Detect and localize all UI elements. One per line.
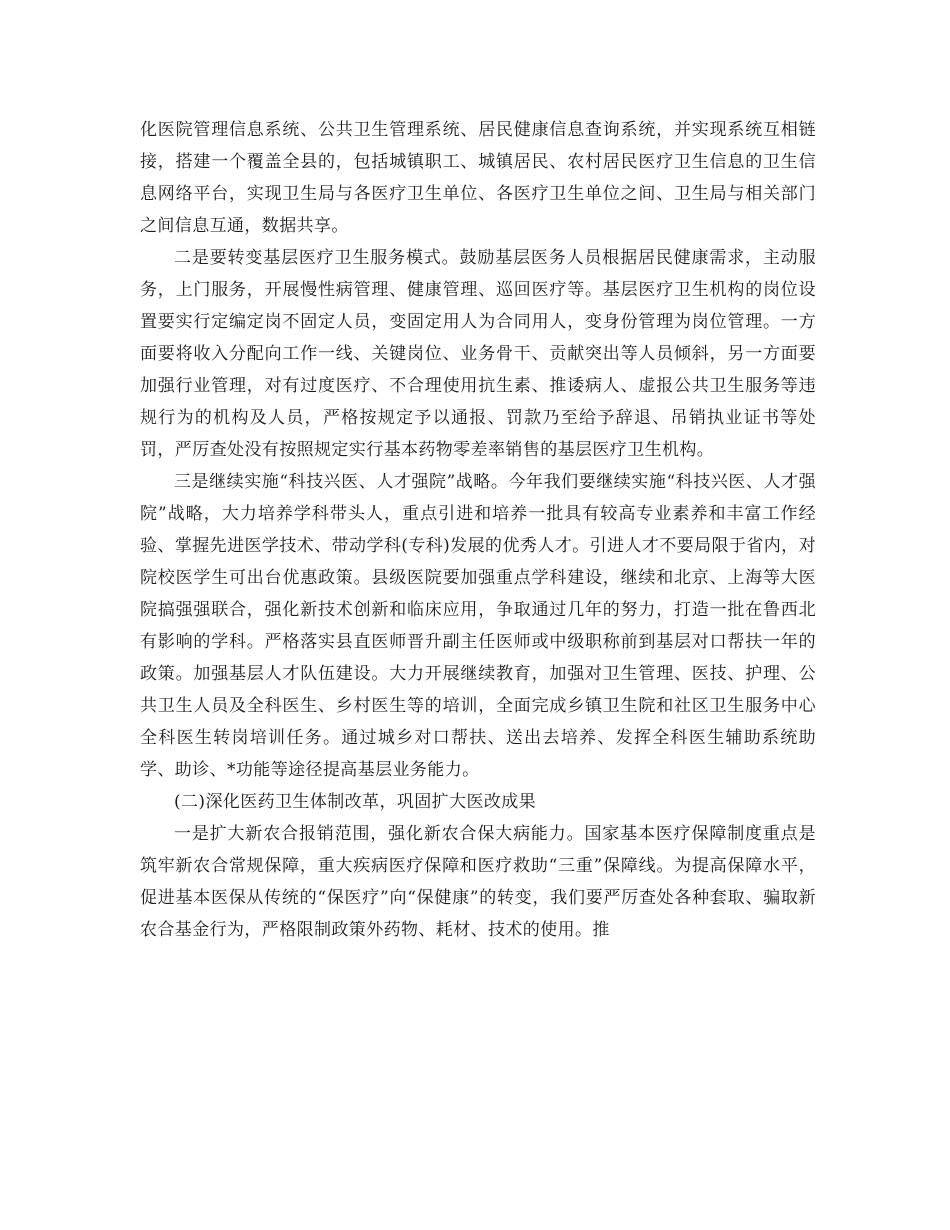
paragraph-4: 一是扩大新农合报销范围，强化新农合保大病能力。国家基本医疗保障制度重点是筑牢新农合常规保障，重大疾病医疗保障和医疗救助“三重”保障线。为提高保障水平，促进基本医保从传统的“保医疗”向“保健康”的转变，我们要严厉查处各种套取、骗取新农合基金行为，严格限制政策外药物、耗材、技术的使用。推 bbox=[140, 824, 816, 940]
document-body bbox=[140, 114, 816, 946]
paragraph-1: 化医院管理信息系统、公共卫生管理系统、居民健康信息查询系统，并实现系统互相链接，搭建一个覆盖全县的，包括城镇职工、城镇居民、农村居民医疗卫生信息的卫生信息网络平台，实现卫生局与各医疗卫生单位、各医疗卫生单位之间、卫生局与相关部门之间信息互通，数据共享。 bbox=[140, 120, 816, 236]
section-heading: (二)深化医药卫生体制改革，巩固扩大医改成果 bbox=[174, 792, 537, 812]
paragraph-2: 二是要转变基层医疗卫生服务模式。鼓励基层医务人员根据居民健康需求，主动服务，上门服务，开展慢性病管理、健康管理、巡回医疗等。基层医疗卫生机构的岗位设置要实行定编定岗不固定人员，变固定用人为合同用人，变身份管理为岗位管理。一方面要将收入分配向工作一线、关键岗位、业务骨干、贡献突出等人员倾斜，另一方面要加强行业管理，对有过度医疗、不合理使用抗生素、推诿病人、虚报公共卫生服务等违规行为的机构及人员，严格按规定予以通报、罚款乃至给予辞退、吊销执业证书等处罚，严厉查处没有按照规定实行基本药物零差率销售的基层医疗卫生机构。 bbox=[140, 248, 816, 460]
paragraph-3: 三是继续实施“科技兴医、人才强院”战略。今年我们要继续实施“科技兴医、人才强院”战略，大力培养学科带头人，重点引进和培养一批具有较高专业素养和丰富工作经验、掌握先进医学技术、带动学科(专科)发展的优秀人才。引进人才不要局限于省内，对院校医学生可出台优惠政策。县级医院要加强重点学科建设，继续和北京、上海等大医院搞强强联合，强化新技术创新和临床应用，争取通过几年的努力，打造一批在鲁西北有影响的学科。严格落实县直医师晋升副主任医师或中级职称前到基层对口帮扶一年的政策。加强基层人才队伍建设。大力开展继续教育，加强对卫生管理、医技、护理、公共卫生人员及全科医生、乡村医生等的培训，全面完成乡镇卫生院和社区卫生服务中心全科医生转岗培训任务。通过城乡对口帮扶、送出去培养、发挥全科医生辅助系统助学、助诊、*功能等途径提高基层业务能力。 bbox=[140, 472, 816, 780]
